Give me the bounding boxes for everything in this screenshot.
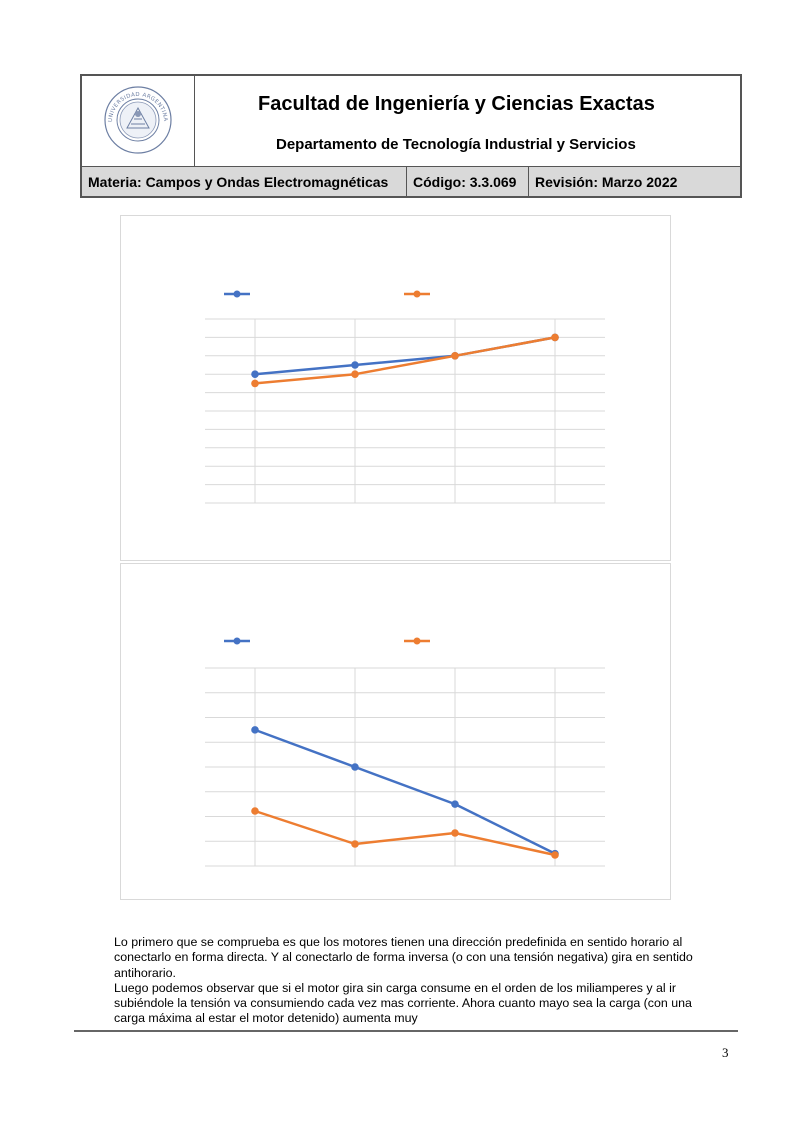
code-cell: Código: 3.3.069 [407,167,529,197]
data-point-1-0 [251,807,259,815]
chart-counterclockwise [120,563,671,900]
chart-clockwise-svg [121,216,672,562]
legend-marker-0 [234,291,241,298]
series-line-1 [255,811,555,855]
paragraph-1: Lo primero que se comprueba es que los motores tienen una dirección predefinida en sentido horario al conectarlo en forma directa. Y al conectarlo de forma inversa (o con una tensión negativa) gira en sentido antihorario. [114,935,693,980]
data-point-0-2 [451,800,459,808]
footer-rule [74,1030,738,1032]
legend-marker-0 [234,638,241,645]
chart-counterclockwise-svg [121,564,672,901]
data-point-1-3 [551,334,559,342]
data-point-0-1 [351,763,359,771]
data-point-1-1 [351,370,359,378]
legend-marker-1 [414,291,421,298]
data-point-1-0 [251,380,259,388]
faculty-title: Facultad de Ingeniería y Ciencias Exactas [258,93,655,115]
data-point-0-1 [351,361,359,369]
data-point-1-2 [451,352,459,360]
logo-cell [82,76,195,166]
department-title: Departamento de Tecnología Industrial y Servicios [276,136,636,153]
subject-cell: Materia: Campos y Ondas Electromagnéticas [82,167,407,197]
data-point-0-0 [251,726,259,734]
paragraph-2: Luego podemos observar que si el motor gira sin carga consume en el orden de los miliamperes y al ir subiéndole la tensión va consumiendo cada vez mas corriente. Ahora cuanto mayo sea la carga (con una carga máxima al estar el motor detenido) aumenta muy [114,980,692,1026]
data-point-1-3 [551,851,559,859]
data-point-0-0 [251,370,259,378]
data-point-1-2 [451,829,459,837]
university-seal-logo [82,76,195,166]
legend-marker-1 [414,638,421,645]
chart-clockwise [120,215,671,561]
page-number: 3 [722,1045,729,1060]
document-header [80,74,742,198]
header-info-row [82,166,740,196]
revision-cell: Revisión: Marzo 2022 [535,174,678,190]
svg-text:UNIVERSIDAD ARGENTINA DE LA EM: UNIVERSIDAD ARGENTINA [107,91,169,123]
data-point-1-1 [351,840,359,848]
body-text [114,935,704,1027]
